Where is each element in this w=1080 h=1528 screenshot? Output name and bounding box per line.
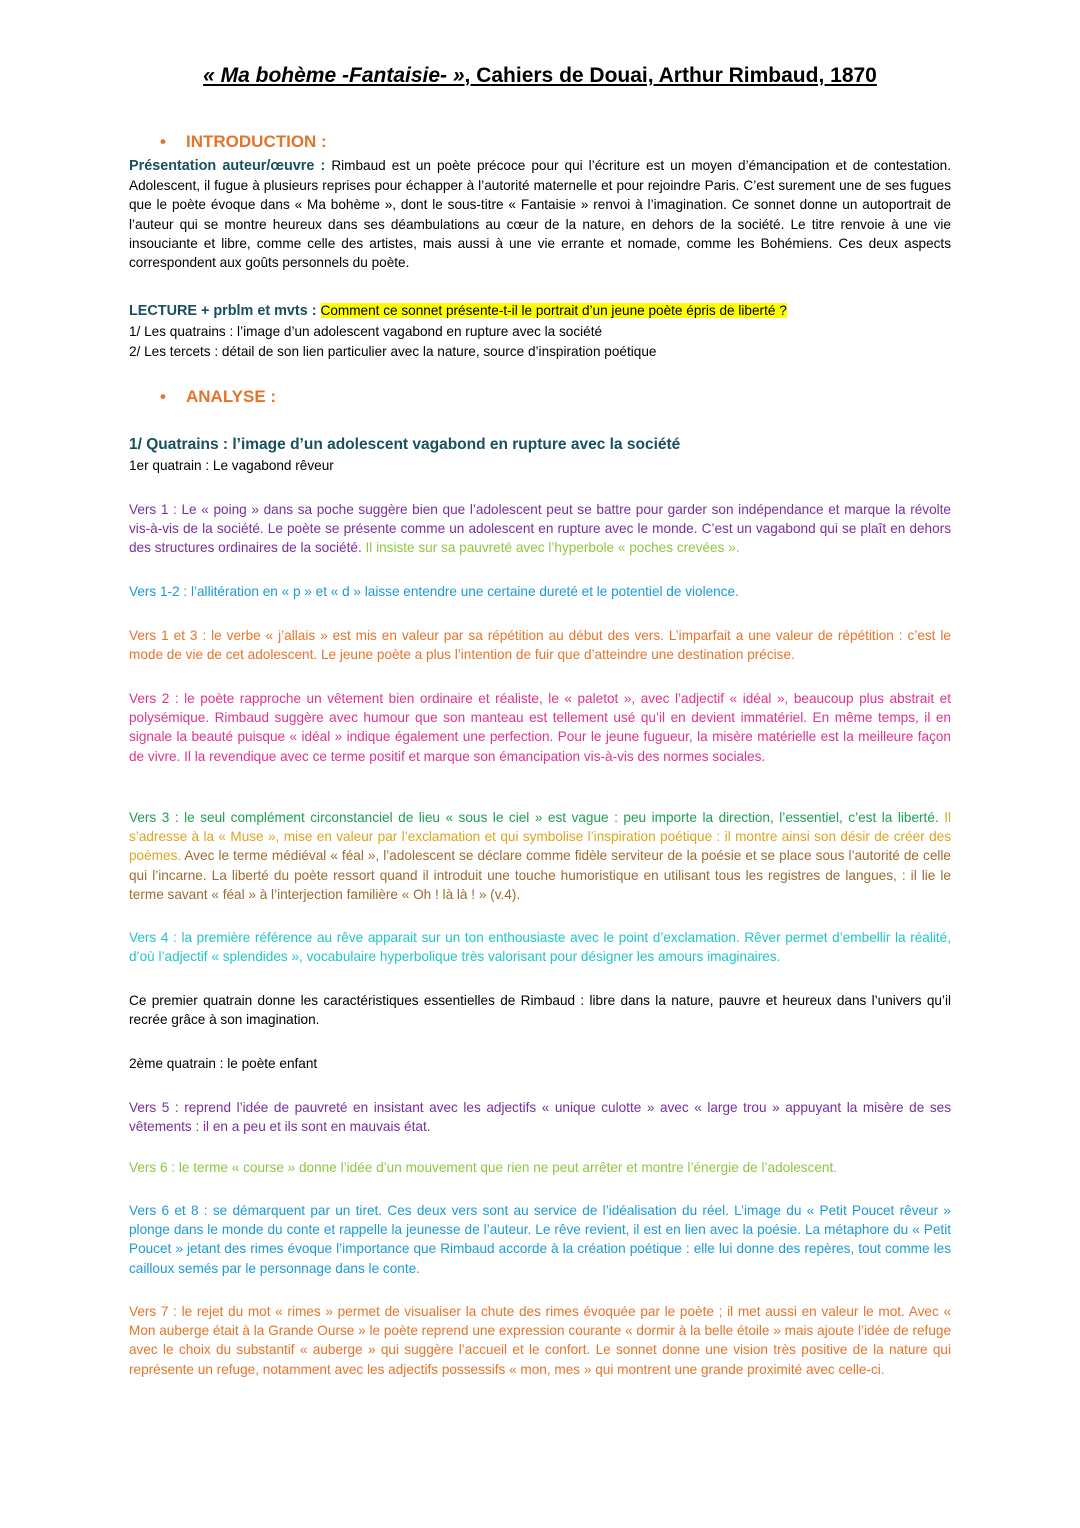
vers-6-8-paragraph: Vers 6 et 8 : se démarquent par un tiret. Ces deux vers sont au service de l’idéalisation du réel. L’image du « Petit Poucet rêveur » plonge dans le monde du conte et rappelle la jeunesse de l’auteur. Le rêve revient, il est en lien avec la poésie. La métaphore du « Petit Poucet » jetant des rimes évoque l’importance que Rimbaud accorde à la création poétique : elle lui donne des repères, tout comme les cailloux semés par le personnage dans le conte. xyxy=(129,1203,951,1276)
vers-1-2-paragraph: Vers 1-2 : l’allitération en « p » et « d » laisse entendre une certaine dureté et le potentiel de violence. xyxy=(129,584,739,599)
vers-3-muse: Il s’adresse à la « Muse », mise en valeur par l’exclamation et qui symbolise l’inspiration poétique : il montre ainsi son désir de créer des poèmes. xyxy=(129,810,951,864)
presentation-text: Rimbaud est un poète précoce pour qui l’écriture est un moyen d’émancipation et de contestation. Adolescent, il fugue à plusieurs reprises pour échapper à l’autorité maternelle et pour rejoindre Paris. C’est surement une de ses fugues que le poète évoque dans « Ma bohème », dont le sous-titre « Fantaisie » renvoi à l’imagination. Ce sonnet donne un autoportrait de l’auteur qui se montre heureux dans ses déambulations au cœur de la nature, en dehors de la société. Le titre renvoie à une vie insouciante et libre, comme celle des artistes, mais aussi à une vie errante et nomade, comme les Bohémiens. Ces deux aspects correspondent aux goûts personnels du poète. xyxy=(129,158,951,271)
vers-1-paragraph xyxy=(129,500,951,558)
bullet-dot-icon: • xyxy=(160,387,166,406)
introduction-heading xyxy=(160,132,327,152)
quatrain-2-title: 2ème quatrain : le poète enfant xyxy=(129,1056,318,1071)
vers-6-paragraph: Vers 6 : le terme « course » donne l’idée d’un mouvement que rien ne peut arrêter et montre l’énergie de l’adolescent. xyxy=(129,1160,838,1175)
lecture-label-a: LECTURE xyxy=(129,303,197,319)
movement-2: 2/ Les tercets : détail de son lien particulier avec la nature, source d’inspiration poétique xyxy=(129,344,657,359)
presentation-paragraph xyxy=(129,156,951,272)
vers-3-liberte: Vers 3 : le seul complément circonstanciel de lieu « sous le ciel » est vague : peu importe la direction, l’essentiel, c’est la liberté. xyxy=(129,810,939,825)
title-italic: « Ma bohème -Fantaisie- » xyxy=(203,64,465,87)
conclusion-quatrain-1: Ce premier quatrain donne les caractéristiques essentielles de Rimbaud : libre dans la nature, pauvre et heureux dans l’univers qu’il recrée grâce à son imagination. xyxy=(129,993,951,1028)
analyse-heading xyxy=(160,387,276,407)
analyse-heading-text: ANALYSE : xyxy=(186,387,277,406)
vers-1-pauvrete: Il insiste sur sa pauvreté avec l’hyperbole « poches crevées ». xyxy=(365,540,740,556)
vers-3-feal: Avec le terme médiéval « féal », l’adolescent se déclare comme fidèle serviteur de la poésie et se place sous l’autorité de celle qui l’incarne. La liberté du poète ressort quand il introduit une touche humoristique en utilisant tous les registres de langues, : il lie le terme savant « féal » à l’interjection familière « Oh ! là là ! » (v.4). xyxy=(129,848,951,902)
vers-7-paragraph: Vers 7 : le rejet du mot « rimes » permet de visualiser la chute des rimes évoquée par le poète ; il met aussi en valeur le mot. Avec « Mon auberge était à la Grande Ourse » le poète reprend une expression courante « dormir à la belle étoile » mais ajoute l’idée de refuge avec le choix du substantif « auberge » qui suggère l’accueil et le confort. Le sonnet donne une vision très positive de la nature qui représente un refuge, notamment avec les adjectifs possessifs « mon, mes » qui montrent une grande proximité avec celle-ci. xyxy=(129,1304,951,1377)
section-1-title: 1/ Quatrains : l’image d’un adolescent vagabond en rupture avec la société xyxy=(129,436,681,453)
presentation-label: Présentation auteur/œuvre : xyxy=(129,158,326,174)
vers-1-3-paragraph: Vers 1 et 3 : le verbe « j’allais » est mis en valeur par sa répétition au début des vers. L’imparfait a une valeur de répétition : c’est le mode de vie de cet adolescent. Le jeune poète a plus l’intention de fuir que d’atteindre une destination précise. xyxy=(129,628,951,663)
vers-2-paragraph: Vers 2 : le poète rapproche un vêtement bien ordinaire et réaliste, le « paletot », avec l’adjectif « idéal », beaucoup plus abstrait et polysémique. Rimbaud suggère avec humour que son manteau est tellement usé qu’il en devient immatériel. En même temps, il en signale la beauté puisque « idéal » indique également une perfection. Pour le jeune fugueur, la misère matérielle est la meilleure façon de vivre. Il la revendique avec ce terme positif et marque son émancipation vis-à-vis des normes sociales. xyxy=(129,691,951,764)
movement-1: 1/ Les quatrains : l’image d’un adolescent vagabond en rupture avec la société xyxy=(129,324,603,339)
lecture-label-b: + prblm et mvts : xyxy=(196,303,321,319)
vers-4-paragraph: Vers 4 : la première référence au rêve apparait sur un ton enthousiaste avec le point d’exclamation. Rêver permet d’embellir la réalité, d’où l’adjectif « splendides », vocabulaire hyperbolique très valorisant pour désigner les amours imaginaires. xyxy=(129,930,951,965)
introduction-heading-text: INTRODUCTION : xyxy=(186,132,327,151)
vers-5-paragraph: Vers 5 : reprend l’idée de pauvreté en insistant avec les adjectifs « unique culotte » avec « large trou » appuyant la misère de ses vêtements : il en a peu et ils sont en mauvais état. xyxy=(129,1100,951,1135)
lecture-line xyxy=(129,301,951,321)
bullet-dot-icon: • xyxy=(160,132,166,151)
quatrain-1-title: 1er quatrain : Le vagabond rêveur xyxy=(129,458,334,473)
document-title xyxy=(0,64,1080,88)
vers-3-paragraph xyxy=(129,808,951,904)
vers-1-text: Vers 1 : Le « poing » dans sa poche suggère bien que l’adolescent peut se battre pour garder son indépendance et marque la révolte vis-à-vis de la société. Le poète se présente comme un adolescent en rupture avec le monde. C’est un vagabond qui se plaît en dehors des structures ordinaires de la société. xyxy=(129,502,951,556)
title-rest: , Cahiers de Douai, Arthur Rimbaud, 1870 xyxy=(464,64,877,87)
problematique-highlight: Comment ce sonnet présente-t-il le portrait d’un jeune poète épris de liberté ? xyxy=(320,303,787,318)
